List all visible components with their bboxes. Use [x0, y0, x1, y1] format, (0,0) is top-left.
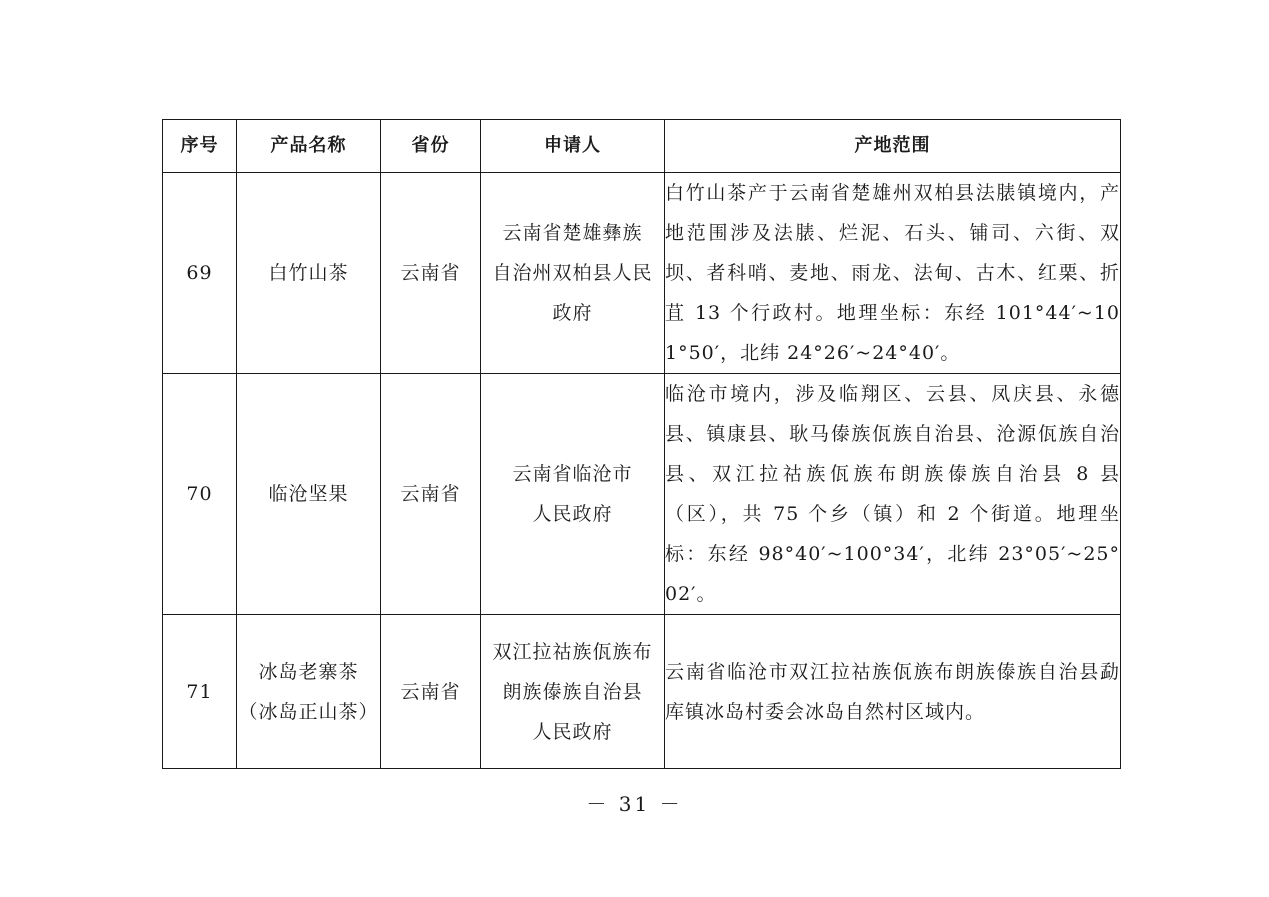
row-province: 云南省 — [381, 615, 481, 769]
row-origin-scope — [665, 173, 1121, 374]
product-name-line: 冰岛老寨茶 — [258, 660, 359, 683]
applicant-line: 朗族傣族自治县 — [502, 680, 643, 703]
table-row — [163, 173, 1121, 374]
header-applicant: 申请人 — [481, 120, 665, 173]
origin-scope-text: 云南省临沧市双江拉祜族佤族布朗族傣族自治县勐库镇冰岛村委会冰岛自然村区域内。 — [665, 660, 1120, 723]
row-index: 71 — [163, 615, 237, 769]
table-header-row — [163, 120, 1121, 173]
applicant-line: 云南省临沧市 — [512, 463, 633, 485]
product-name-line: 白竹山茶 — [268, 262, 349, 284]
origin-scope-text: 临沧市境内，涉及临翔区、云县、凤庆县、永德县、镇康县、耿马傣族佤族自治县、沧源佤族自治县、双江拉祜族佤族布朗族傣族自治县 8 县（区），共 75 个乡（镇）和 2 个街道。地理坐标：东经 98°40′~100°34′，北纬 23°05′~25°02′。 — [665, 383, 1120, 605]
page-number: － 31 － — [586, 792, 683, 816]
row-applicant — [481, 173, 665, 374]
applicant-line: 政府 — [552, 302, 593, 324]
row-applicant — [481, 374, 665, 615]
applicant-line: 自治州双柏县人民 — [492, 262, 653, 284]
row-origin-scope — [665, 374, 1121, 615]
table-row — [163, 374, 1121, 615]
header-province: 省份 — [381, 120, 481, 173]
row-province: 云南省 — [381, 173, 481, 374]
row-index: 70 — [163, 374, 237, 615]
applicant-line: 人民政府 — [532, 503, 613, 525]
header-origin-scope: 产地范围 — [665, 120, 1121, 173]
applicant-line: 双江拉祜族佤族布 — [492, 640, 653, 663]
applicant-line: 人民政府 — [532, 720, 613, 743]
product-name-line: （冰岛正山茶） — [238, 700, 379, 723]
row-applicant — [481, 615, 665, 769]
table-row — [163, 615, 1121, 769]
row-province: 云南省 — [381, 374, 481, 615]
origin-scope-text: 白竹山茶产于云南省楚雄州双柏县法脿镇境内，产地范围涉及法脿、烂泥、石头、铺司、六街、双坝、者科哨、麦地、雨龙、法甸、古木、红栗、折苴 13 个行政村。地理坐标：东经 101°44′~101°50′，北纬 24°26′~24°40′。 — [665, 182, 1120, 364]
header-product-name: 产品名称 — [237, 120, 381, 173]
row-product-name — [237, 615, 381, 769]
row-product-name — [237, 173, 381, 374]
applicant-line: 云南省楚雄彝族 — [502, 222, 643, 244]
row-product-name — [237, 374, 381, 615]
product-table — [162, 119, 1121, 769]
header-index: 序号 — [163, 120, 237, 173]
row-origin-scope — [665, 615, 1121, 769]
product-name-line: 临沧坚果 — [268, 483, 349, 505]
row-index: 69 — [163, 173, 237, 374]
